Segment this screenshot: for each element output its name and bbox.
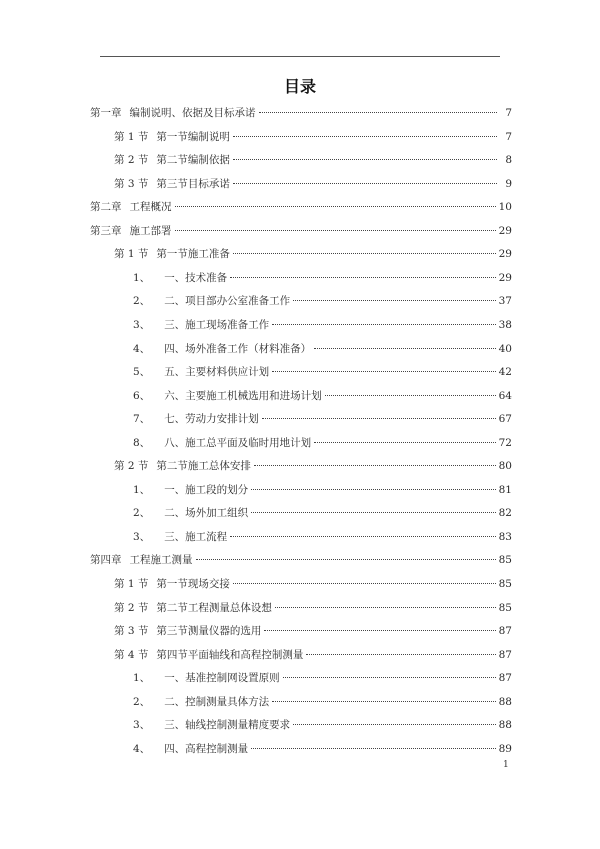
toc-entry-number: 第 1 节 — [114, 130, 149, 143]
dot-leader — [233, 136, 497, 137]
toc-entry-number: 6、 — [133, 389, 151, 402]
toc-entry-number: 第 4 节 — [114, 648, 149, 661]
dot-leader — [251, 489, 495, 490]
dot-leader — [275, 607, 496, 608]
toc-entry-number: 第 2 节 — [114, 601, 149, 614]
dot-leader — [272, 324, 495, 325]
toc-entry-title: 七、劳动力安排计划 — [164, 413, 259, 426]
toc-entry-title: 第四节平面轴线和高程控制测量 — [156, 648, 304, 661]
toc-entry[interactable] — [114, 572, 512, 596]
dot-leader — [272, 371, 495, 372]
toc-entry-number: 1、 — [133, 483, 151, 496]
toc-entry-title: 二、项目部办公室准备工作 — [164, 295, 291, 308]
toc-entry-page: 29 — [498, 224, 512, 237]
toc-entry-title: 三、轴线控制测量精度要求 — [164, 719, 291, 732]
toc-entry-page: 37 — [498, 295, 512, 308]
toc-entry[interactable] — [90, 548, 512, 572]
toc-entry-number: 第 3 节 — [114, 625, 149, 638]
dot-leader — [272, 701, 495, 702]
dot-leader — [306, 654, 495, 655]
toc-entry-page: 89 — [498, 742, 512, 755]
toc-entry-title: 四、高程控制测量 — [164, 742, 249, 755]
toc-entry-page: 87 — [498, 648, 512, 661]
toc-entry[interactable] — [133, 501, 512, 525]
toc-entry-page: 87 — [498, 625, 512, 638]
toc-entry-number: 3、 — [133, 318, 151, 331]
toc-entry-page: 10 — [498, 201, 512, 214]
toc-entry-page: 7 — [505, 130, 512, 143]
toc-entry-title: 第一节编制说明 — [156, 130, 230, 143]
toc-entry-page: 88 — [498, 719, 512, 732]
toc-entry-number: 5、 — [133, 366, 151, 379]
dot-leader — [233, 253, 496, 254]
toc-entry-page: 82 — [498, 507, 512, 520]
dot-leader — [293, 724, 495, 725]
dot-leader — [314, 442, 495, 443]
toc-entry-title: 一、技术准备 — [164, 271, 228, 284]
dot-leader — [230, 277, 495, 278]
toc-entry[interactable] — [133, 384, 512, 408]
toc-entry[interactable] — [114, 643, 512, 667]
dot-leader — [230, 536, 495, 537]
toc-entry[interactable] — [133, 713, 512, 737]
dot-leader — [293, 300, 495, 301]
toc-entry-number: 第 1 节 — [114, 578, 149, 590]
dot-leader — [233, 183, 497, 184]
toc-entry[interactable] — [133, 313, 512, 337]
toc-entry-number: 8、 — [133, 436, 151, 449]
toc-entry[interactable] — [133, 337, 512, 361]
toc-entry[interactable] — [133, 690, 512, 714]
dot-leader — [314, 348, 495, 349]
toc-entry[interactable] — [114, 596, 512, 620]
toc-entry-page: 88 — [498, 695, 512, 708]
header-rule — [100, 56, 500, 57]
toc-entry[interactable] — [114, 125, 512, 149]
toc-entry-number: 1、 — [133, 271, 151, 284]
toc-entry-title: 编制说明、依据及目标承诺 — [129, 107, 256, 119]
dot-leader — [233, 159, 497, 160]
toc-entry-page: 72 — [498, 436, 512, 449]
toc-entry-number: 第三章 — [90, 224, 122, 237]
toc-entry[interactable] — [114, 148, 512, 172]
toc-entry-title: 施工部署 — [129, 224, 172, 237]
toc-entry-page: 40 — [498, 342, 512, 355]
toc-entry-number: 第二章 — [90, 201, 122, 214]
toc-entry-title: 第三节测量仪器的选用 — [156, 625, 262, 638]
dot-leader — [196, 559, 496, 560]
toc-entry-number: 2、 — [133, 695, 151, 708]
toc-entry-title: 工程施工测量 — [129, 554, 193, 567]
toc-entry-title: 第三节目标承诺 — [156, 177, 230, 190]
toc-entry-number: 3、 — [133, 719, 151, 732]
toc-entry-number: 第四章 — [90, 554, 122, 567]
toc-entry-title: 八、施工总平面及临时用地计划 — [164, 436, 312, 449]
toc-entry-page: 80 — [498, 460, 512, 473]
dot-leader — [254, 465, 496, 466]
toc-entry-page: 42 — [498, 366, 512, 379]
toc-entry-title: 三、施工流程 — [164, 530, 228, 543]
toc-entry[interactable] — [133, 431, 512, 455]
toc-entry-title: 第一节现场交接 — [156, 578, 230, 590]
toc-entry-title: 四、场外准备工作（材料准备） — [164, 342, 312, 355]
toc-entry-title: 六、主要施工机械选用和进场计划 — [164, 389, 322, 402]
dot-leader — [233, 583, 496, 584]
page-number: 1 — [503, 760, 509, 770]
toc-entry-page: 85 — [498, 554, 512, 567]
toc-entry-page: 29 — [498, 271, 512, 284]
toc-entry-number: 第 2 节 — [114, 460, 149, 473]
dot-leader — [264, 630, 495, 631]
toc-entry[interactable] — [133, 360, 512, 384]
toc-entry-number: 2、 — [133, 507, 151, 520]
toc-entry-number: 1、 — [133, 672, 151, 685]
toc-entry-title: 第二节施工总体安排 — [156, 460, 251, 473]
toc-entry-page: 81 — [498, 483, 512, 496]
toc-entry-title: 五、主要材料供应计划 — [164, 366, 270, 379]
toc-entry-number: 7、 — [133, 413, 151, 426]
toc-entry[interactable] — [133, 289, 512, 313]
dot-leader — [259, 112, 498, 113]
toc-entry-page: 67 — [498, 413, 512, 426]
toc-entry-number: 第 2 节 — [114, 154, 149, 167]
toc-entry-page: 85 — [498, 601, 512, 614]
toc-entry[interactable] — [114, 172, 512, 196]
toc-entry-title: 一、基准控制网设置原则 — [164, 672, 280, 685]
dot-leader — [325, 395, 496, 396]
toc-entry-page: 9 — [505, 177, 512, 190]
dot-leader — [251, 512, 495, 513]
toc-entry-title: 二、控制测量具体方法 — [164, 695, 270, 708]
toc-entry-title: 第一节施工准备 — [156, 248, 230, 261]
toc-entry-number: 第 3 节 — [114, 177, 149, 190]
toc-entry-page: 7 — [505, 107, 512, 119]
toc-entry[interactable] — [114, 454, 512, 478]
dot-leader — [251, 748, 495, 749]
toc-entry[interactable] — [133, 525, 512, 549]
toc-entry-title: 一、施工段的划分 — [164, 483, 249, 496]
toc-entry-page: 38 — [498, 318, 512, 331]
toc-entry-title: 二、场外加工组织 — [164, 507, 249, 520]
toc-entry-number: 第一章 — [90, 107, 122, 119]
dot-leader — [283, 677, 496, 678]
dot-leader — [262, 418, 496, 419]
toc-entry[interactable] — [133, 266, 512, 290]
toc-entry-number: 3、 — [133, 530, 151, 543]
toc-entry[interactable] — [133, 478, 512, 502]
toc-entry[interactable] — [114, 242, 512, 266]
toc-entry-number: 4、 — [133, 742, 151, 755]
toc-entry-number: 第 1 节 — [114, 248, 149, 261]
toc-entry-page: 8 — [505, 154, 512, 167]
toc-entry-title: 第二节编制依据 — [156, 154, 230, 167]
dot-leader — [175, 206, 496, 207]
toc-entry-number: 4、 — [133, 342, 151, 355]
toc-entry-number: 2、 — [133, 295, 151, 308]
toc-entry-page: 64 — [498, 389, 512, 402]
toc-entry-title: 第二节工程测量总体设想 — [156, 601, 272, 614]
toc-entry[interactable] — [133, 407, 512, 431]
toc-entry-page: 29 — [498, 248, 512, 261]
toc-entry-title: 三、施工现场准备工作 — [164, 318, 270, 331]
toc-entry[interactable] — [133, 666, 512, 690]
toc-entry-page: 83 — [498, 530, 512, 543]
toc-entry-page: 85 — [498, 578, 512, 590]
toc-entry-title: 工程概况 — [129, 201, 172, 214]
dot-leader — [175, 230, 496, 231]
toc-title: 目录 — [283, 77, 316, 96]
toc-entry[interactable] — [114, 619, 512, 643]
toc-entry[interactable] — [90, 195, 512, 219]
toc-entry-page: 87 — [498, 672, 512, 685]
toc-entry[interactable] — [90, 219, 512, 243]
toc-entry[interactable] — [133, 737, 512, 761]
toc-entry[interactable] — [90, 101, 512, 125]
